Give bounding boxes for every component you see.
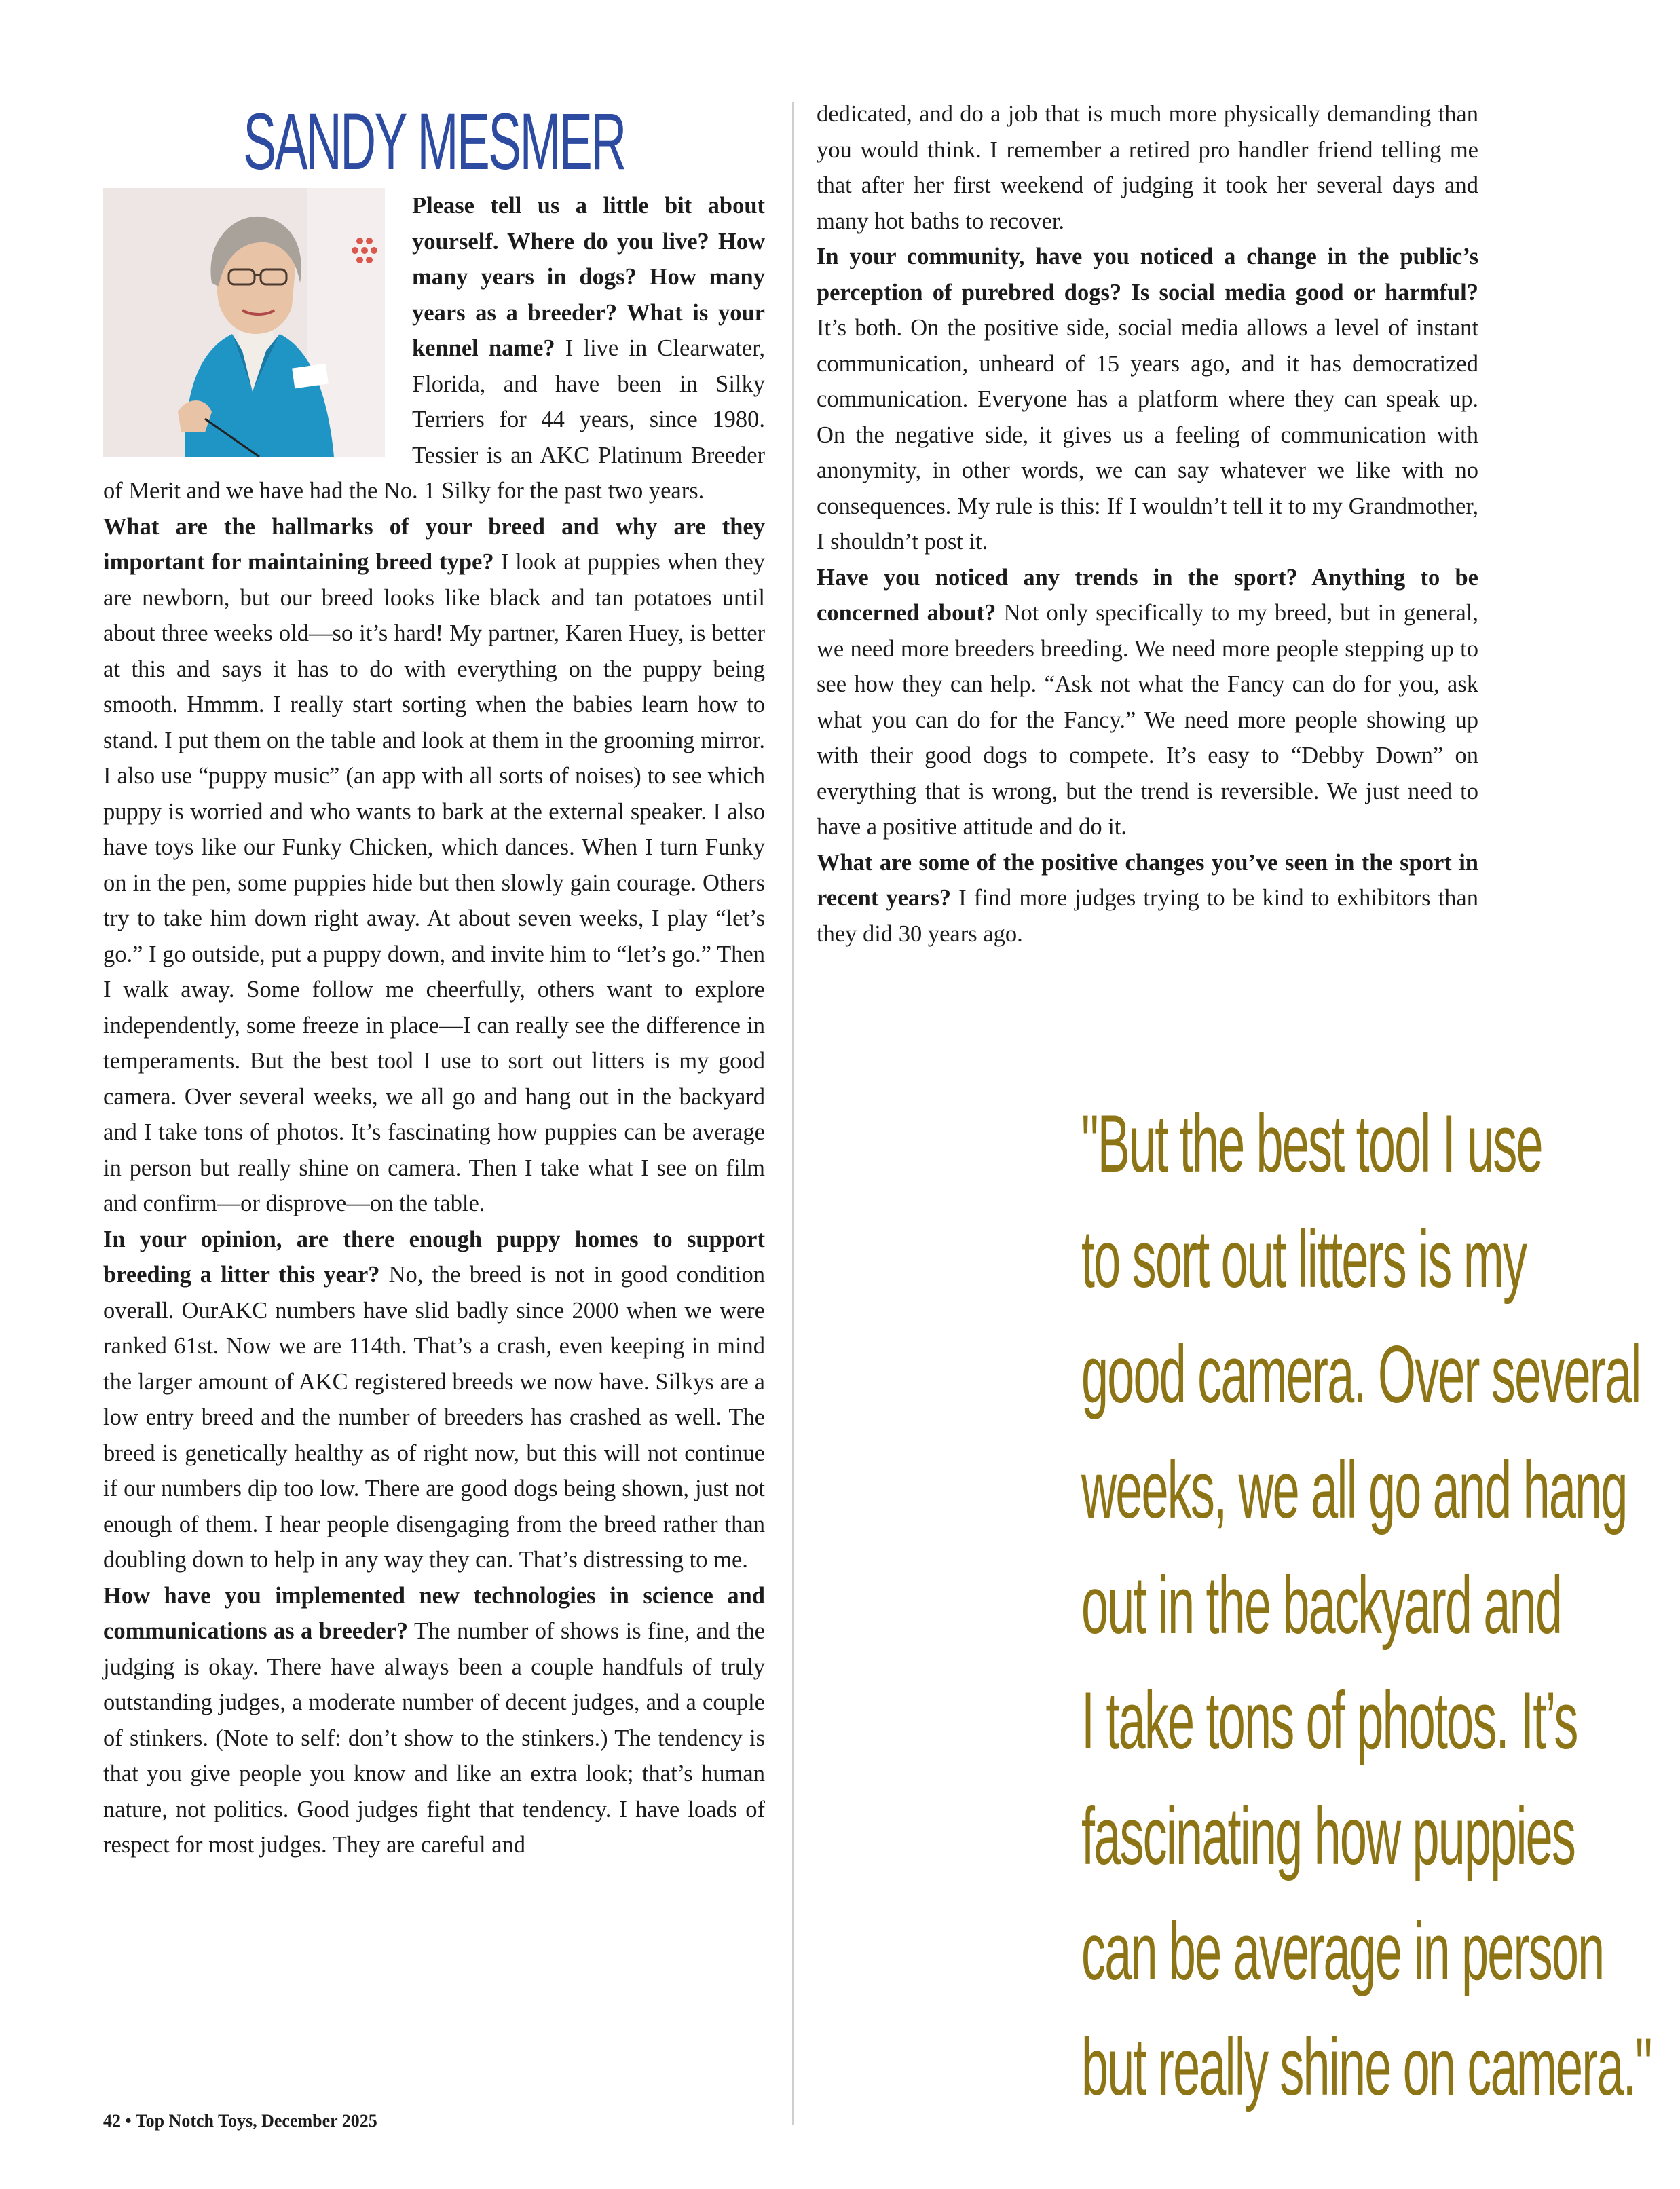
answer: It’s both. On the positive side, social media allows a level of instant communication, unheard of 15 years ago, and it has democratized communication. Everyone has a platform where they can speak up. On the negative side, it gives us a feeling of communication with anonymity, in other words, we can say whatever we like with no consequences. My rule is this: If I wouldn’t tell it to my Grandmother, I shouldn’t post it. — [817, 315, 1478, 555]
qa-paragraph — [817, 239, 1478, 560]
question: Have you noticed any trends in the sport? Anything to be concerned about? — [817, 564, 1478, 626]
portrait-illustration — [103, 188, 385, 457]
page-footer: 42 • Top Notch Toys, December 2025 — [103, 2111, 377, 2131]
question: In your opinion, are there enough puppy homes to support breeding a litter this year? — [103, 1226, 765, 1288]
pull-quote-line: out in the backyard and — [1081, 1560, 1562, 1651]
qa-paragraph — [103, 1222, 765, 1578]
pull-quote-line: but really shine on camera." — [1081, 2021, 1651, 2112]
pull-quote-line: can be average in person — [1081, 1906, 1604, 1997]
answer: dedicated, and do a job that is much more physically demanding than you would think. I remember a retired pro handler friend telling me that after her first weekend of judging it took her several days and many hot baths to recover. — [817, 101, 1478, 234]
question: How have you implemented new technologies in science and communications as a breeder? — [103, 1582, 765, 1644]
pull-quote-line: fascinating how puppies — [1081, 1791, 1575, 1882]
pull-quote-line: weeks, we all go and hang — [1081, 1444, 1627, 1535]
answer: The number of shows is fine, and the judging is okay. There have always been a couple handfuls of truly outstanding judges, a moderate number of decent judges, and a couple of stinkers. (Note to self: don’t show to the stinkers.) The tendency is that you give people you know and like an extra look; that’s human nature, not politics. Good judges fight that tendency. I have loads of respect for most judges. They are careful and — [103, 1618, 765, 1858]
pull-quote-line: to sort out litters is my — [1081, 1214, 1527, 1305]
answer: I live in Clearwater, Florida, and have been in Silky Terriers for 44 years, since 1980. Tessier is an AKC Platinum Breeder of Merit and we have had the No. 1 Silky for the past two years. — [103, 335, 765, 504]
question: What are the hallmarks of your breed and why are they important for maintaining breed type? — [103, 513, 765, 575]
pull-quote — [817, 1086, 1651, 2125]
portrait-photo — [103, 188, 385, 457]
question: What are some of the positive changes you’ve seen in the sport in recent years? — [817, 849, 1478, 911]
qa-paragraph — [817, 560, 1478, 845]
column-divider — [792, 102, 794, 2125]
answer: I look at puppies when they are newborn, but our breed looks like black and tan potatoes until about three weeks old—so it’s hard! My partner, Karen Huey, is better at this and says it has to do with everything on the puppy being smooth. Hmmm. I really start sorting when the babies learn how to stand. I put them on the table and look at them in the grooming mirror. I also use “puppy music” (an app with all sorts of noises) to see which puppy is worried and who wants to bark at the external speaker. I also have toys like our Funky Chicken, which dances. When I turn Funky on in the pen, some puppies hide but then slowly gain courage. Others try to take him down right away. At about seven weeks, I play “let’s go.” I go outside, put a puppy down, and invite him to “let’s go.” Then I walk away. Some follow me cheerfully, others want to explore independently, some freeze in place—I can really see the difference in temperaments. But the best tool I use to sort out litters is my good camera. Over several weeks, we all go and hang out in the backyard and I take tons of photos. It’s fascinating how puppies can be average in person but really shine on camera. Then I take what I see on film and confirm—or disprove—on the table. — [103, 549, 766, 1216]
pull-quote-line: "But the best tool I use — [1081, 1098, 1542, 1189]
pull-quote-line: I take tons of photos. It’s — [1081, 1675, 1578, 1766]
qa-paragraph — [103, 509, 765, 1222]
question: Please tell us a little bit about yourself. Where do you live? How many years in dogs? How many years as a breeder? What is your kennel name? — [412, 193, 765, 361]
pull-quote-line: good camera. Over several — [1081, 1329, 1641, 1420]
answer: I find more judges trying to be kind to exhibitors than they did 30 years ago. — [817, 885, 1478, 947]
qa-paragraph — [817, 96, 1478, 239]
qa-paragraph — [817, 845, 1478, 952]
qa-paragraph — [103, 1578, 765, 1863]
answer: No, the breed is not in good condition overall. OurAKC numbers have slid badly since 2000 when we were ranked 61st. Now we are 114th. That’s a crash, even keeping in mind the larger amount of AKC registered breeds we now have. Silkys are a low entry breed and the number of breeders has crashed as well. The breed is genetically healthy as of right now, but this will not continue if our numbers dip too low. There are good dogs being shown, just not enough of them. I hear people disengaging from the breed rather than doubling down to help in any way they can. That’s distressing to me. — [103, 1262, 765, 1573]
right-column — [817, 96, 1478, 952]
answer: Not only specifically to my breed, but in general, we need more breeders breeding. We need more people stepping up to see how they can help. “Ask not what the Fancy can do for you, ask what you can do for the Fancy.” We need more people showing up with their good dogs to compete. It’s easy to “Debby Down” on everything that is wrong, but the trend is reversible. We just need to have a positive attitude and do it. — [817, 600, 1478, 840]
headline-spacer — [103, 97, 765, 188]
page-title: SANDY MESMER — [243, 97, 625, 187]
question: In your community, have you noticed a change in the public’s perception of purebred dogs? Is social media good or harmful? — [817, 244, 1478, 305]
left-column — [103, 97, 766, 1863]
